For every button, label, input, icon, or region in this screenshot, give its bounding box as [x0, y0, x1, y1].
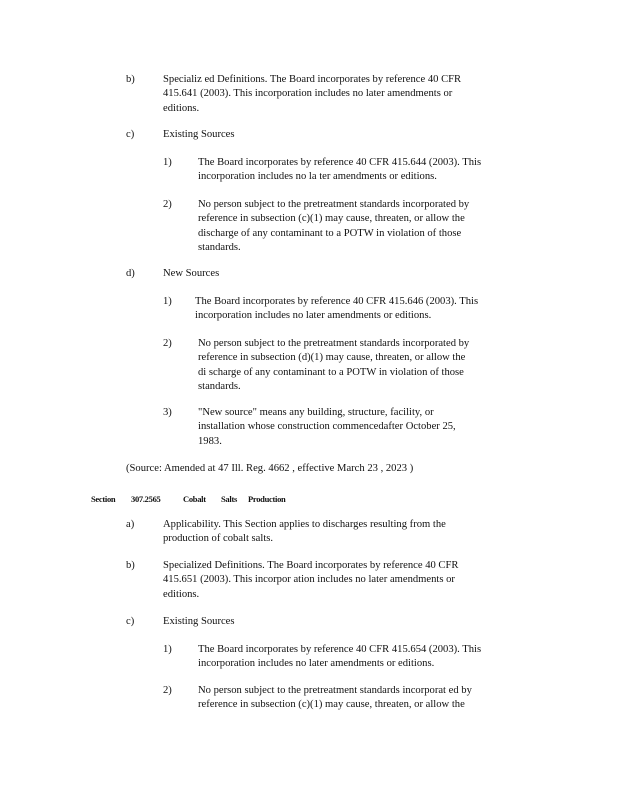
item-c-label: c) — [126, 129, 135, 140]
section-item-c1-label: 1) — [163, 644, 172, 655]
section-item-c-label: c) — [126, 616, 135, 627]
item-d2-label: 2) — [163, 338, 172, 349]
section-item-b-label: b) — [126, 560, 135, 571]
item-d1-label: 1) — [163, 296, 172, 307]
item-c1-label: 1) — [163, 157, 172, 168]
item-b-text: Specializ ed Definitions. The Board incorporates by reference 40 CFR 415.641 (2003). This incorporation includes no later amendments or editions. — [163, 74, 462, 114]
item-d1-text: The Board incorporates by reference 40 CFR 415.646 (2003). This incorporation includes no later amendments or editions. — [195, 296, 479, 322]
item-c2-text: No person subject to the pretreatment standards incorporated by reference in subsection (c)(1) may cause, threaten, or allow the discharge of any contaminant to a POTW in violation of those standards. — [198, 199, 470, 254]
item-d-heading: New Sources — [163, 268, 220, 279]
item-c2-label: 2) — [163, 199, 172, 210]
source-note: (Source: Amended at 47 Ill. Reg. 4662 , effective March 23 , 2023 ) — [126, 463, 414, 474]
section-item-a-label: a) — [126, 519, 135, 530]
item-d-label: d) — [126, 268, 135, 279]
section-item-c2-text: No person subject to the pretreatment standards incorporat ed by reference in subsection (c)(1) may cause, threaten, or allow the — [198, 685, 472, 711]
item-b-label: b) — [126, 74, 135, 85]
section-item-b-text: Specialized Definitions. The Board incorporates by reference 40 CFR 415.651 (2003). This incorpor ation includes no later amendments or editions. — [163, 560, 459, 600]
section-item-c1-text: The Board incorporates by reference 40 CFR 415.654 (2003). This incorporation includes no later amendments or editions. — [198, 644, 482, 670]
item-c-heading: Existing Sources — [163, 129, 235, 140]
section-item-a-text: Applicability. This Section applies to discharges resulting from the production of cobalt salts. — [163, 519, 446, 545]
section-title-word-1: Cobalt — [183, 494, 206, 504]
section-number: 307.2565 — [131, 494, 161, 504]
item-d3-text: "New source" means any building, structure, facility, or installation whose construction commencedafter October 25, 1983. — [198, 407, 456, 447]
section-title-word-2: Salts — [221, 494, 237, 504]
item-d3-label: 3) — [163, 407, 172, 418]
item-d2-text: No person subject to the pretreatment standards incorporated by reference in subsection (d)(1) may cause, threaten, or allow the di scharge of any contaminant to a POTW in violation of those standards. — [198, 338, 470, 393]
section-label: Section — [91, 494, 116, 504]
section-item-c2-label: 2) — [163, 685, 172, 696]
item-c1-text: The Board incorporates by reference 40 CFR 415.644 (2003). This incorporation includes no la ter amendments or editions. — [198, 157, 482, 183]
section-title-word-3: Production — [248, 494, 286, 504]
section-item-c-heading: Existing Sources — [163, 616, 235, 627]
